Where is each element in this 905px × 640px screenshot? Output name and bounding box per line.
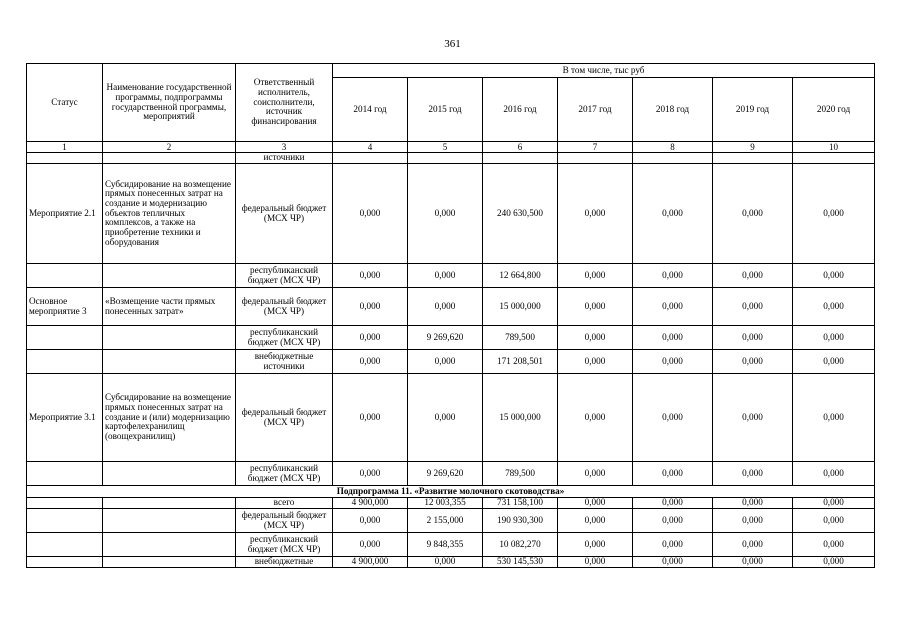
name-cell: Субсидирование на возмещение прямых понесенных затрат на создание и модернизацию объектов тепличных комплексов, а также на приобретение техники и оборудования — [103, 164, 236, 264]
value-cell: 0,000 — [713, 557, 793, 568]
value-cell: 0,000 — [333, 326, 408, 350]
source-cell: республиканский бюджет (МСХ ЧР) — [236, 533, 333, 557]
header-executor: Ответственный исполнитель, соисполнители, источник финансирования — [236, 64, 333, 142]
table-row — [27, 557, 875, 568]
budget-table — [26, 63, 875, 568]
value-cell: 530 145,530 — [483, 557, 558, 568]
value-cell: 0,000 — [793, 326, 875, 350]
value-cell: 0,000 — [793, 498, 875, 509]
value-cell: 12 003,355 — [408, 498, 483, 509]
value-cell: 9 269,620 — [408, 326, 483, 350]
value-cell: 0,000 — [558, 288, 633, 326]
value-cell: 0,000 — [558, 533, 633, 557]
name-cell — [103, 498, 236, 509]
status-cell — [27, 462, 103, 486]
status-cell — [27, 350, 103, 374]
value-cell: 0,000 — [408, 374, 483, 462]
value-cell: 0,000 — [793, 462, 875, 486]
value-cell: 0,000 — [633, 288, 713, 326]
value-cell: 0,000 — [408, 557, 483, 568]
index-cell: 6 — [483, 142, 558, 153]
status-cell — [27, 509, 103, 533]
value-cell: 0,000 — [713, 350, 793, 374]
name-cell — [103, 462, 236, 486]
value-cell: 0,000 — [633, 509, 713, 533]
table-row — [27, 288, 875, 326]
header-year: 2015 год — [408, 78, 483, 142]
value-cell: 2 155,000 — [408, 509, 483, 533]
value-cell: 0,000 — [333, 350, 408, 374]
table-row — [27, 374, 875, 462]
source-cell: федеральный бюджет (МСХ ЧР) — [236, 164, 333, 264]
header-year: 2019 год — [713, 78, 793, 142]
name-cell — [103, 326, 236, 350]
value-cell: 0,000 — [633, 557, 713, 568]
value-cell: 0,000 — [713, 288, 793, 326]
value-cell: 15 000,000 — [483, 288, 558, 326]
value-cell: 0,000 — [633, 533, 713, 557]
value-cell: 0,000 — [633, 164, 713, 264]
value-cell: 0,000 — [713, 326, 793, 350]
value-cell — [483, 153, 558, 164]
source-cell: источники — [236, 153, 333, 164]
status-cell — [27, 153, 103, 164]
value-cell: 0,000 — [333, 533, 408, 557]
value-cell: 190 930,300 — [483, 509, 558, 533]
header-status: Статус — [27, 64, 103, 142]
value-cell: 10 082,270 — [483, 533, 558, 557]
source-cell: федеральный бюджет (МСХ ЧР) — [236, 374, 333, 462]
source-cell: республиканский бюджет (МСХ ЧР) — [236, 264, 333, 288]
value-cell: 789,500 — [483, 326, 558, 350]
value-cell: 0,000 — [793, 533, 875, 557]
header-year: 2020 год — [793, 78, 875, 142]
value-cell — [558, 153, 633, 164]
value-cell — [713, 153, 793, 164]
value-cell: 0,000 — [713, 264, 793, 288]
name-cell — [103, 533, 236, 557]
name-cell — [103, 350, 236, 374]
table-row — [27, 164, 875, 264]
value-cell: 0,000 — [793, 509, 875, 533]
header-incl: В том числе, тыс руб — [333, 64, 875, 78]
value-cell: 0,000 — [408, 264, 483, 288]
index-cell: 10 — [793, 142, 875, 153]
value-cell: 15 000,000 — [483, 374, 558, 462]
status-cell — [27, 557, 103, 568]
value-cell: 4 900,000 — [333, 557, 408, 568]
value-cell: 0,000 — [713, 462, 793, 486]
subprogram-title: Подпрограмма 11. «Развитие молочного скотоводства» — [27, 486, 875, 498]
value-cell: 0,000 — [633, 326, 713, 350]
value-cell: 0,000 — [558, 462, 633, 486]
value-cell: 0,000 — [558, 264, 633, 288]
value-cell: 9 848,355 — [408, 533, 483, 557]
index-cell: 1 — [27, 142, 103, 153]
value-cell: 0,000 — [633, 374, 713, 462]
table-row — [27, 350, 875, 374]
value-cell: 0,000 — [408, 164, 483, 264]
value-cell: 0,000 — [333, 374, 408, 462]
header-year: 2017 год — [558, 78, 633, 142]
status-cell: Мероприятие 3.1 — [27, 374, 103, 462]
table-row — [27, 326, 875, 350]
value-cell: 0,000 — [793, 164, 875, 264]
value-cell: 0,000 — [333, 509, 408, 533]
value-cell — [333, 153, 408, 164]
value-cell: 0,000 — [558, 350, 633, 374]
index-cell: 5 — [408, 142, 483, 153]
value-cell: 0,000 — [333, 264, 408, 288]
value-cell: 240 630,500 — [483, 164, 558, 264]
value-cell: 0,000 — [793, 264, 875, 288]
value-cell: 0,000 — [793, 557, 875, 568]
value-cell: 0,000 — [558, 557, 633, 568]
index-cell: 3 — [236, 142, 333, 153]
index-cell: 7 — [558, 142, 633, 153]
status-cell — [27, 533, 103, 557]
value-cell: 0,000 — [713, 374, 793, 462]
value-cell: 0,000 — [558, 498, 633, 509]
index-row — [27, 142, 875, 153]
source-cell: федеральный бюджет (МСХ ЧР) — [236, 288, 333, 326]
name-cell — [103, 557, 236, 568]
name-cell: Субсидирование на возмещение прямых понесенных затрат на создание и (или) модернизацию картофелехранилищ (овощехранилищ) — [103, 374, 236, 462]
page-number: 361 — [444, 38, 461, 50]
source-cell: республиканский бюджет (МСХ ЧР) — [236, 462, 333, 486]
value-cell: 0,000 — [633, 264, 713, 288]
value-cell: 0,000 — [713, 533, 793, 557]
table-row — [27, 153, 875, 164]
value-cell: 731 158,100 — [483, 498, 558, 509]
source-cell: всего — [236, 498, 333, 509]
value-cell: 0,000 — [713, 509, 793, 533]
index-cell: 8 — [633, 142, 713, 153]
value-cell: 0,000 — [713, 498, 793, 509]
value-cell: 0,000 — [633, 498, 713, 509]
source-cell: внебюджетные — [236, 557, 333, 568]
value-cell: 171 208,501 — [483, 350, 558, 374]
header-year: 2016 год — [483, 78, 558, 142]
value-cell: 0,000 — [793, 350, 875, 374]
name-cell: «Возмещение части прямых понесенных затрат» — [103, 288, 236, 326]
status-cell — [27, 498, 103, 509]
value-cell: 12 664,800 — [483, 264, 558, 288]
value-cell: 0,000 — [713, 164, 793, 264]
value-cell: 4 900,000 — [333, 498, 408, 509]
value-cell: 789,500 — [483, 462, 558, 486]
value-cell: 0,000 — [558, 374, 633, 462]
value-cell: 0,000 — [793, 288, 875, 326]
header-name: Наименование государственной программы, подпрограммы государственной программы, мероприятий — [103, 64, 236, 142]
value-cell: 0,000 — [558, 509, 633, 533]
value-cell: 0,000 — [558, 326, 633, 350]
value-cell — [633, 153, 713, 164]
table-row — [27, 533, 875, 557]
header-year: 2014 год — [333, 78, 408, 142]
subprogram-row — [27, 486, 875, 498]
value-cell: 0,000 — [408, 288, 483, 326]
name-cell — [103, 264, 236, 288]
status-cell: Мероприятие 2.1 — [27, 164, 103, 264]
value-cell: 0,000 — [333, 164, 408, 264]
value-cell: 0,000 — [333, 462, 408, 486]
name-cell — [103, 509, 236, 533]
value-cell — [408, 153, 483, 164]
status-cell — [27, 264, 103, 288]
table-row — [27, 509, 875, 533]
value-cell: 9 269,620 — [408, 462, 483, 486]
value-cell: 0,000 — [408, 350, 483, 374]
index-cell: 2 — [103, 142, 236, 153]
table-row — [27, 462, 875, 486]
table-row — [27, 264, 875, 288]
status-cell — [27, 326, 103, 350]
status-cell: Основное мероприятие 3 — [27, 288, 103, 326]
index-cell: 4 — [333, 142, 408, 153]
source-cell: федеральный бюджет (МСХ ЧР) — [236, 509, 333, 533]
index-cell: 9 — [713, 142, 793, 153]
value-cell: 0,000 — [633, 462, 713, 486]
name-cell — [103, 153, 236, 164]
value-cell: 0,000 — [793, 374, 875, 462]
value-cell: 0,000 — [633, 350, 713, 374]
source-cell: внебюджетные источники — [236, 350, 333, 374]
value-cell: 0,000 — [333, 288, 408, 326]
table-row — [27, 498, 875, 509]
header-year: 2018 год — [633, 78, 713, 142]
source-cell: республиканский бюджет (МСХ ЧР) — [236, 326, 333, 350]
value-cell: 0,000 — [558, 164, 633, 264]
value-cell — [793, 153, 875, 164]
